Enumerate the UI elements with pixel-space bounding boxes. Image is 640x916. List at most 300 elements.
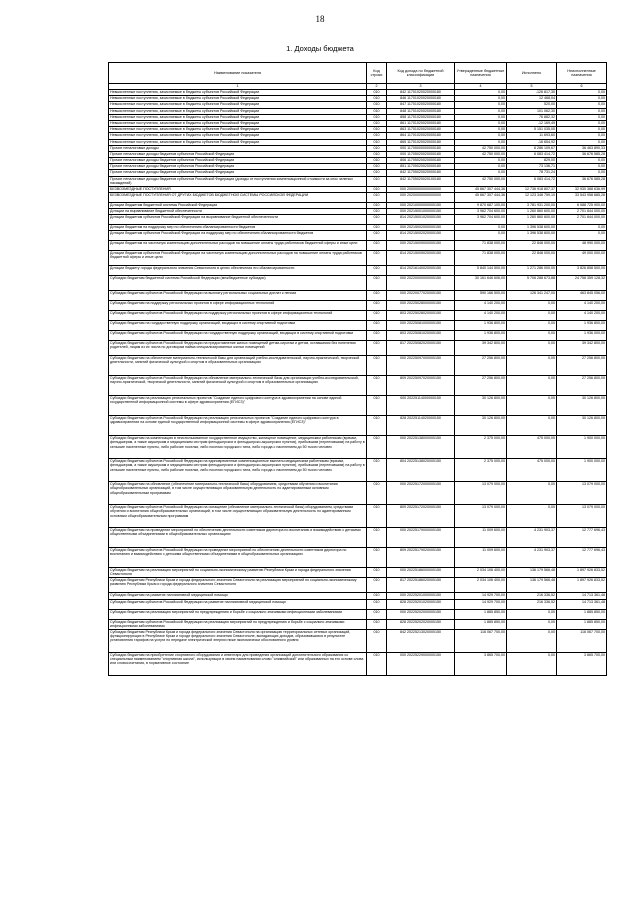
row-executed: 829,00 xyxy=(507,158,557,164)
row-name: Субсидии бюджетам субъектов Российской Федерации на реализацию мероприятий по предупреждению и борьбе с социально значимыми инфекционными заболеваниями xyxy=(109,619,367,629)
row-line-code: 010 xyxy=(367,619,387,629)
row-executed: 0,00 xyxy=(507,321,557,331)
row-budget-code: 000 20225028000000150 xyxy=(387,301,455,311)
row-approved: 71 838 000,00 xyxy=(455,251,507,266)
row-unexecuted: 48 990 000,00 xyxy=(557,241,607,251)
row-budget-code: 828 20225201020000150 xyxy=(387,599,455,609)
row-name: Прочие неналоговые доходы xyxy=(109,145,367,151)
row-budget-code: 803 20225028020000150 xyxy=(387,311,455,321)
row-name: Дотации бюджетам субъектов Российской Федерации на поддержку мер по обеспечению сбалансированности бюджетов xyxy=(109,231,367,241)
row-budget-code: 000 11705000000000180 xyxy=(387,145,455,151)
row-name: Дотации бюджету города федерального значения Севастополя в целях обеспечения его сбалансированности xyxy=(109,266,367,276)
row-unexecuted: 0,00 xyxy=(557,90,607,96)
row-approved: 2 375 000,00 xyxy=(455,436,507,459)
row-executed: -16 654,92 xyxy=(507,139,557,145)
row-line-code: 010 xyxy=(367,114,387,120)
row-name: Невыясненные поступления, зачисляемые в бюджеты субъектов Российской Федерации xyxy=(109,127,367,133)
row-unexecuted: 0,00 xyxy=(557,139,607,145)
row-budget-code: 000 20225186000000150 xyxy=(387,568,455,578)
row-unexecuted: 0,00 xyxy=(557,225,607,231)
row-name: Субсидии бюджетам на обновление (обеспечение материально-технической базы) оборудованием, средствами обучения и воспитания общеобразовательных организаций, в том числе осуществляющих образовательную деятельность по адаптированным основным общеобразовательным программам xyxy=(109,482,367,505)
row-line-code: 010 xyxy=(367,108,387,114)
row-name: Дотации бюджетам на поддержку мер по обеспечению сбалансированности бюджетов xyxy=(109,225,367,231)
row-line-code: 010 xyxy=(367,593,387,599)
row-unexecuted: 1 885 850,00 xyxy=(557,619,607,629)
row-budget-code: 000 20000000000000000 xyxy=(387,186,455,192)
table-body xyxy=(109,90,607,676)
row-line-code: 010 xyxy=(367,599,387,609)
table-row xyxy=(109,311,607,321)
row-name: Субсидии бюджетам на реализацию мероприятий по предупреждению и борьбе с социально значимыми инфекционными заболеваниями xyxy=(109,609,367,619)
row-line-code: 010 xyxy=(367,170,387,176)
row-unexecuted: 0,00 xyxy=(557,120,607,126)
row-approved: 14 929 700,00 xyxy=(455,593,507,599)
row-name: Прочие неналоговые доходы бюджетов субъектов Российской Федерации xyxy=(109,170,367,176)
row-name: Дотации на выравнивание бюджетной обеспеченности xyxy=(109,209,367,215)
row-approved: 30 161 646 606,00 xyxy=(455,276,507,291)
row-budget-code: 000 20225172000000150 xyxy=(387,482,455,505)
row-line-code: 010 xyxy=(367,459,387,482)
header-approved: Утвержденные бюджетные назначения xyxy=(455,63,507,84)
row-name: Субсидии бюджетам на проведение мероприятий по обеспечению деятельности советников директора по воспитанию и взаимодействию с детскими общественными объединениями в общеобразовательных организациях xyxy=(109,528,367,548)
row-name: Субсидии бюджетам на компенсацию в неиспользованное государственное имущество, жилищное помещение, медицинским работникам (врачам, фельдшерам, а также акушеркам и медицинским сестрам фельдшерских и фельдшерско-акушерских пунктов), прибывшим (переехавшим) на работу в сельские населенные пункты, либо рабочие поселки, либо поселки городского типа, либо города с населением до 50 тысяч человек xyxy=(109,436,367,459)
row-line-code: 010 xyxy=(367,96,387,102)
table-row xyxy=(109,291,607,301)
row-approved: 0,00 xyxy=(455,158,507,164)
row-line-code: 010 xyxy=(367,652,387,675)
section-title: 1. Доходы бюджета xyxy=(286,44,354,53)
row-name: Субсидии бюджетам субъектов Российской Федерации на проведение мероприятий по обеспечению деятельности советников директора по воспитанию и взаимодействию с детскими общественными объединениями в общеобразовательных организациях xyxy=(109,548,367,568)
row-line-code: 010 xyxy=(367,396,387,416)
table-row xyxy=(109,629,607,652)
row-budget-code: 806 11705020020000180 xyxy=(387,158,455,164)
revenue-table xyxy=(108,62,607,676)
row-approved: 1 885 850,00 xyxy=(455,619,507,629)
row-line-code: 010 xyxy=(367,102,387,108)
row-name: Дотации бюджетам бюджетной системы Российской Федерации xyxy=(109,202,367,208)
table-row xyxy=(109,192,607,202)
table-row xyxy=(109,266,607,276)
row-name: Субсидии бюджетам на государственную поддержку организаций, входящих в систему спортивной подготовки xyxy=(109,321,367,331)
row-unexecuted: 4 140 200,00 xyxy=(557,311,607,321)
row-unexecuted: 0,00 xyxy=(557,133,607,139)
row-unexecuted: 30 126 800,00 xyxy=(557,416,607,436)
row-line-code: 010 xyxy=(367,215,387,225)
row-executed: 4 231 903,37 xyxy=(507,528,557,548)
row-approved: 3 865 700,00 xyxy=(455,652,507,675)
row-name: Субсидии бюджетам на приобретение спортивного оборудования и инвентаря для приведения организаций дополнительного образования со специальным наименованием "спортивная школа", использующих в своем наименовании слово "олимпийский" или образованных на его основе слова или словосочетания, в нормативное состояние xyxy=(109,652,367,675)
row-executed: 5 706 288 673,88 xyxy=(507,276,557,291)
row-unexecuted: 0,00 xyxy=(557,231,607,241)
row-name: Субсидии бюджетам на развитие паллиативной медицинской помощи xyxy=(109,593,367,599)
row-executed: 0,00 xyxy=(507,301,557,311)
row-executed: 0,00 xyxy=(507,482,557,505)
row-name: Субсидии бюджетам Республики Крым и города федерального значения Севастополя на организацию территориальных сетевых организаций, функционирующих в Республике Крым и городе федерального значения Севастополе, выпадающих доходов, образовавшихся в результате установления тарифов на услуги по передаче электрической энергии ниже экономически обоснованного уровня xyxy=(109,629,367,652)
row-line-code: 010 xyxy=(367,186,387,192)
row-executed: 0,00 xyxy=(507,652,557,675)
row-name: Субсидии бюджетам субъектов Российской Федерации на выплату региональных социальных доплат к пенсии xyxy=(109,291,367,301)
row-executed: 0,00 xyxy=(507,629,557,652)
row-approved: 27 256 800,00 xyxy=(455,356,507,376)
row-unexecuted: 2 701 844 000,00 xyxy=(557,209,607,215)
row-executed: 4 231 903,37 xyxy=(507,548,557,568)
row-unexecuted: 1 900 000,00 xyxy=(557,459,607,482)
row-unexecuted: 0,00 xyxy=(557,114,607,120)
row-budget-code: 842 11701020020000180 xyxy=(387,90,455,96)
row-line-code: 010 xyxy=(367,321,387,331)
row-approved: 0,00 xyxy=(455,90,507,96)
row-budget-code: 851 11705020020000180 xyxy=(387,164,455,170)
table-row xyxy=(109,416,607,436)
row-unexecuted: 0,00 xyxy=(557,102,607,108)
table-row xyxy=(109,356,607,376)
row-executed: 216 336,52 xyxy=(507,599,557,609)
row-line-code: 010 xyxy=(367,158,387,164)
row-unexecuted: 0,00 xyxy=(557,127,607,133)
row-budget-code: 809 20225172020000150 xyxy=(387,505,455,528)
table-row xyxy=(109,396,607,416)
row-line-code: 010 xyxy=(367,609,387,619)
row-budget-code: 000 11705020020000180 xyxy=(387,151,455,157)
row-name: Дотации бюджетам субъектов Российской Федерации на выравнивание бюджетной обеспеченности xyxy=(109,215,367,225)
row-executed: 0,00 xyxy=(507,505,557,528)
row-budget-code: 000 20225202000000150 xyxy=(387,609,455,619)
row-line-code: 010 xyxy=(367,192,387,202)
row-approved: 1 885 850,00 xyxy=(455,609,507,619)
table-row xyxy=(109,251,607,266)
row-executed: 475 000,00 xyxy=(507,459,557,482)
row-budget-code: 809 20225179020000150 xyxy=(387,548,455,568)
row-executed: 6 286 109,67 xyxy=(507,145,557,151)
table-row xyxy=(109,568,607,578)
row-approved: 27 256 800,00 xyxy=(455,376,507,396)
row-budget-code: 000 20215001000000150 xyxy=(387,209,455,215)
header-unexecuted: Неисполненные назначения xyxy=(557,63,607,84)
row-name: Субсидии бюджетам на реализацию региональных проектов "Создание единого цифрового контура в здравоохранении на основе единой государственной информационной системы в сфере здравоохранения (ЕГИСЗ)" xyxy=(109,396,367,416)
row-budget-code: 842 20225213020000150 xyxy=(387,629,455,652)
row-approved: 42 750 000,00 xyxy=(455,151,507,157)
row-approved: 2 375 000,00 xyxy=(455,459,507,482)
table-row xyxy=(109,231,607,241)
row-approved: 30 126 800,00 xyxy=(455,416,507,436)
row-unexecuted: 14 713 361,48 xyxy=(557,593,607,599)
row-line-code: 010 xyxy=(367,127,387,133)
row-unexecuted: 4 140 200,00 xyxy=(557,301,607,311)
row-line-code: 010 xyxy=(367,568,387,578)
row-unexecuted: 13 079 000,00 xyxy=(557,505,607,528)
row-name: Невыясненные поступления, зачисляемые в бюджеты субъектов Российской Федерации xyxy=(109,114,367,120)
column-number: 5 xyxy=(507,84,557,90)
row-budget-code: 000 20220077020000150 xyxy=(387,291,455,301)
row-executed: 6 083 414,72 xyxy=(507,151,557,157)
row-line-code: 010 xyxy=(367,436,387,459)
row-executed: 136 179 566,48 xyxy=(507,568,557,578)
row-name: Субсидии бюджетам на реализацию мероприятий по социально-экономическому развитию Республики Крым и города федерального значения Севастополя xyxy=(109,568,367,578)
row-line-code: 010 xyxy=(367,301,387,311)
row-name: Невыясненные поступления, зачисляемые в бюджеты субъектов Российской Федерации xyxy=(109,102,367,108)
row-executed: 73 136,71 xyxy=(507,164,557,170)
row-unexecuted: 1 885 850,00 xyxy=(557,609,607,619)
row-line-code: 010 xyxy=(367,225,387,231)
row-line-code: 010 xyxy=(367,482,387,505)
row-budget-code: 814 20215009020000150 xyxy=(387,251,455,266)
table-row xyxy=(109,215,607,225)
row-line-code: 010 xyxy=(367,90,387,96)
row-budget-code: 000 20225097000000150 xyxy=(387,356,455,376)
row-executed: 136 179 566,48 xyxy=(507,578,557,593)
table-row xyxy=(109,599,607,609)
table-row xyxy=(109,652,607,675)
row-budget-code: 814 20215002020000150 xyxy=(387,231,455,241)
header-row xyxy=(109,63,607,84)
row-unexecuted: 0,00 xyxy=(557,164,607,170)
row-unexecuted: 1 900 000,00 xyxy=(557,436,607,459)
row-budget-code: 804 20225138020000150 xyxy=(387,459,455,482)
row-line-code: 010 xyxy=(367,151,387,157)
row-approved: 4 140 200,00 xyxy=(455,301,507,311)
row-name: Субсидии бюджетам субъектов Российской Федерации на обновление материально-технической базы для организации учебно-исследовательской, научно-практической, творческой деятельности, занятий физической культурой и спортом в образовательных организациях xyxy=(109,376,367,396)
row-name: Невыясненные поступления, зачисляемые в бюджеты субъектов Российской Федерации xyxy=(109,139,367,145)
table-row xyxy=(109,376,607,396)
row-executed: 5 151 035,00 xyxy=(507,127,557,133)
row-line-code: 010 xyxy=(367,176,387,186)
row-budget-code: 861 11701020020000180 xyxy=(387,120,455,126)
row-approved: 0,00 xyxy=(455,133,507,139)
row-executed: 12 736 918 807,37 xyxy=(507,186,557,192)
row-name: Прочие неналоговые доходы бюджетов субъектов Российской Федерации xyxy=(109,164,367,170)
row-approved: 3 962 704 600,00 xyxy=(455,209,507,215)
row-budget-code: 803 20225081020000150 xyxy=(387,331,455,341)
table-row xyxy=(109,321,607,331)
row-approved: 1 936 800,00 xyxy=(455,331,507,341)
row-budget-code: 000 20210000000000150 xyxy=(387,202,455,208)
row-unexecuted: 27 256 800,00 xyxy=(557,376,607,396)
row-approved: 0,00 xyxy=(455,231,507,241)
row-unexecuted: 3 865 700,00 xyxy=(557,652,607,675)
row-name: Субсидии бюджетам субъектов Российской Федерации на реализацию региональных проектов "Создание единого цифрового контура в здравоохранении на основе единой государственной информационной системы в сфере здравоохранения (ЕГИСЗ)" xyxy=(109,416,367,436)
row-line-code: 010 xyxy=(367,209,387,215)
row-unexecuted: 0,00 xyxy=(557,108,607,114)
row-approved: 1 936 800,00 xyxy=(455,321,507,331)
row-budget-code: 809 20225097020000150 xyxy=(387,376,455,396)
column-number: 2 xyxy=(367,84,387,90)
row-approved: 13 079 000,00 xyxy=(455,482,507,505)
row-approved: 0,00 xyxy=(455,114,507,120)
row-budget-code: 000 20200000000000000 xyxy=(387,192,455,202)
row-approved: 30 126 800,00 xyxy=(455,396,507,416)
row-approved: 0,00 xyxy=(455,170,507,176)
row-executed: 6 083 414,72 xyxy=(507,176,557,186)
row-line-code: 010 xyxy=(367,231,387,241)
row-name: Субсидии бюджетам субъектов Российской Федерации на развитие паллиативной медицинской помощи xyxy=(109,599,367,609)
row-approved: 11 009 600,00 xyxy=(455,548,507,568)
row-executed: 0,00 xyxy=(507,416,557,436)
row-budget-code: 814 20215001020000150 xyxy=(387,215,455,225)
row-budget-code: 000 20225179000000150 xyxy=(387,528,455,548)
row-unexecuted: 1 936 000,00 xyxy=(557,331,607,341)
row-budget-code: 828 20225202020000150 xyxy=(387,619,455,629)
row-approved: 0,00 xyxy=(455,120,507,126)
row-budget-code: 847 11701020020000180 xyxy=(387,102,455,108)
page-number: 18 xyxy=(315,14,325,24)
row-line-code: 010 xyxy=(367,341,387,356)
row-executed: 0,00 xyxy=(507,356,557,376)
row-budget-code: 814 20216140020000150 xyxy=(387,266,455,276)
row-budget-code: 817 20225186020000150 xyxy=(387,578,455,593)
row-line-code: 010 xyxy=(367,145,387,151)
row-executed: 0,00 xyxy=(507,341,557,356)
row-approved: 0,00 xyxy=(455,96,507,102)
table-row xyxy=(109,548,607,568)
row-name: Субсидии бюджетам на поддержку региональных проектов в сфере информационных технологий xyxy=(109,301,367,311)
row-line-code: 010 xyxy=(367,133,387,139)
row-unexecuted: 49 000 000,00 xyxy=(557,251,607,266)
row-budget-code: 817 20225082020000150 xyxy=(387,341,455,356)
table-row xyxy=(109,341,607,356)
row-name: Субсидии бюджетам Республики Крым и города федерального значения Севастополя на реализацию мероприятий по социально-экономическому развитию Республики Крым и города федерального значения Севастополя xyxy=(109,578,367,593)
row-name: Невыясненные поступления, зачисляемые в бюджеты субъектов Российской Федерации xyxy=(109,133,367,139)
row-line-code: 010 xyxy=(367,548,387,568)
row-approved: 2 034 106 400,00 xyxy=(455,568,507,578)
row-unexecuted: 0,00 xyxy=(557,96,607,102)
row-budget-code: 858 11701020020000180 xyxy=(387,114,455,120)
row-executed: -12 169,49 xyxy=(507,120,557,126)
row-budget-code: 846 11701020020000180 xyxy=(387,96,455,102)
row-name: Субсидии бюджетам субъектов Российской Федерации на оснащение (обновление материально-технической базы) оборудованием, средствами обучения и воспитания общеобразовательных организаций, в том числе осуществляющих образовательную деятельность по адаптированным основным общеобразовательным программам xyxy=(109,505,367,528)
row-executed: 1 396 538 600,00 xyxy=(507,225,557,231)
row-budget-code: 000 20225114000000150 xyxy=(387,396,455,416)
row-budget-code: 000 20225081000000150 xyxy=(387,321,455,331)
table-row xyxy=(109,459,607,482)
row-unexecuted: 36 676 585,28 xyxy=(557,151,607,157)
row-executed: 76 882,32 xyxy=(507,114,557,120)
row-executed: 101 062,30 xyxy=(507,108,557,114)
row-executed: 12 123 348 759,10 xyxy=(507,192,557,202)
column-number: 3 xyxy=(387,84,455,90)
row-line-code: 010 xyxy=(367,528,387,548)
row-line-code: 010 xyxy=(367,164,387,170)
table-row xyxy=(109,241,607,251)
table-row xyxy=(109,619,607,629)
row-approved: 0,00 xyxy=(455,225,507,231)
row-executed: 0,00 xyxy=(507,331,557,341)
row-name: Субсидии бюджетам бюджетной системы Российской Федерации (межбюджетные субсидии) xyxy=(109,276,367,291)
row-unexecuted: 27 256 800,00 xyxy=(557,356,607,376)
row-approved: 0,00 xyxy=(455,102,507,108)
row-budget-code: 000 20215002000000150 xyxy=(387,225,455,231)
row-line-code: 010 xyxy=(367,356,387,376)
row-unexecuted: 6 088 725 900,00 xyxy=(557,202,607,208)
row-name: БЕЗВОЗМЕЗДНЫЕ ПОСТУПЛЕНИЯ xyxy=(109,186,367,192)
row-approved: 39 342 800,00 xyxy=(455,341,507,356)
row-budget-code: 000 20225201000000150 xyxy=(387,593,455,599)
row-unexecuted: 116 067 700,00 xyxy=(557,629,607,652)
row-budget-code: 000 20215009000000150 xyxy=(387,241,455,251)
row-executed: 0,00 xyxy=(507,396,557,416)
row-approved: 71 838 000,00 xyxy=(455,241,507,251)
row-line-code: 010 xyxy=(367,629,387,652)
row-approved: 0,00 xyxy=(455,127,507,133)
row-line-code: 010 xyxy=(367,578,387,593)
row-unexecuted: 3 826 858 500,00 xyxy=(557,266,607,276)
row-budget-code: 000 20225138000000150 xyxy=(387,436,455,459)
row-budget-code: 828 20225114020000150 xyxy=(387,416,455,436)
row-approved: 5 840 144 500,00 xyxy=(455,266,507,276)
row-budget-code: 848 11701020020000180 xyxy=(387,108,455,114)
table-row xyxy=(109,609,607,619)
row-executed: 216 336,52 xyxy=(507,593,557,599)
row-unexecuted: 463 845 056,00 xyxy=(557,291,607,301)
row-name: Субсидии бюджетам субъектов Российской Федерации на поддержку региональных проектов в сфере информационных технологий xyxy=(109,311,367,321)
row-executed: 126 341 247,00 xyxy=(507,291,557,301)
row-approved: 0,00 xyxy=(455,139,507,145)
row-executed: 0,00 xyxy=(507,619,557,629)
row-line-code: 010 xyxy=(367,276,387,291)
row-budget-code: 864 11701020020000180 xyxy=(387,133,455,139)
table-row xyxy=(109,482,607,505)
row-approved: 14 929 700,00 xyxy=(455,599,507,609)
row-unexecuted: 13 079 000,00 xyxy=(557,482,607,505)
row-name: Субсидии бюджетам субъектов Российской Федерации на предоставление жилых помещений детям-сиротам и детям, оставшимся без попечения родителей, лицам из их числа по договорам найма специализированных жилых помещений xyxy=(109,341,367,356)
row-executed: 1 260 860 600,00 xyxy=(507,209,557,215)
row-executed: 12 468,04 xyxy=(507,96,557,102)
row-unexecuted: 14 713 361,48 xyxy=(557,599,607,609)
row-name: Невыясненные поступления, зачисляемые в бюджеты субъектов Российской Федерации xyxy=(109,120,367,126)
table-row xyxy=(109,331,607,341)
row-approved: 0,00 xyxy=(455,108,507,114)
row-unexecuted: 39 342 800,00 xyxy=(557,341,607,356)
header-line-code: Код строки xyxy=(367,63,387,84)
row-line-code: 010 xyxy=(367,120,387,126)
row-name: Прочие неналоговые доходы бюджетов субъектов Российской Федерации xyxy=(109,158,367,164)
row-line-code: 010 xyxy=(367,331,387,341)
row-approved: 13 079 000,00 xyxy=(455,505,507,528)
row-name: Субсидии бюджетам субъектов Российской Федерации на государственную поддержку организаций, входящих в систему спортивной подготовки xyxy=(109,331,367,341)
row-budget-code: 865 11701020020000180 xyxy=(387,139,455,145)
row-approved: 116 067 700,00 xyxy=(455,629,507,652)
column-number: 4 xyxy=(455,84,507,90)
row-budget-code: 842 11705020020100180 xyxy=(387,176,455,186)
table-row xyxy=(109,176,607,186)
row-approved: 11 009 600,00 xyxy=(455,528,507,548)
table-row xyxy=(109,505,607,528)
row-unexecuted: 24 758 359 128,32 xyxy=(557,276,607,291)
row-approved: 42 750 000,00 xyxy=(455,145,507,151)
row-name: Невыясненные поступления, зачисляемые в бюджеты субъектов Российской Федерации xyxy=(109,108,367,114)
row-unexecuted: 33 543 958 685,26 xyxy=(557,192,607,202)
row-approved: 42 750 000,00 xyxy=(455,176,507,186)
row-line-code: 010 xyxy=(367,291,387,301)
row-line-code: 010 xyxy=(367,416,387,436)
row-name: Дотации бюджетам субъектов Российской Федерации на частичную компенсацию дополнительных расходов на повышение оплаты труда работников бюджетной сферы и иные цели xyxy=(109,251,367,266)
row-unexecuted: 1 897 926 833,52 xyxy=(557,578,607,593)
row-unexecuted: 12 777 696,43 xyxy=(557,528,607,548)
row-unexecuted: 0,00 xyxy=(557,170,607,176)
table-row xyxy=(109,578,607,593)
row-budget-code: 863 11701020020000180 xyxy=(387,127,455,133)
row-executed: 0,00 xyxy=(507,311,557,321)
row-approved: 9 870 687 100,00 xyxy=(455,202,507,208)
row-unexecuted: 1 936 800,00 xyxy=(557,321,607,331)
table-row xyxy=(109,436,607,459)
row-line-code: 010 xyxy=(367,266,387,276)
row-name: Невыясненные поступления, зачисляемые в бюджеты субъектов Российской Федерации xyxy=(109,96,367,102)
row-name: Субсидии бюджетам на обеспечение материально-технической базы для организаций учебно-исследовательской, научно-практической, творческой деятельности, занятий физической культурой и спортом в образовательных организациях xyxy=(109,356,367,376)
row-unexecuted: 12 777 696,43 xyxy=(557,548,607,568)
row-name: Прочие неналоговые доходы бюджетов субъектов Российской Федерации xyxy=(109,151,367,157)
row-executed: 3 781 931 200,00 xyxy=(507,202,557,208)
row-budget-code: 842 11705020020000180 xyxy=(387,170,455,176)
